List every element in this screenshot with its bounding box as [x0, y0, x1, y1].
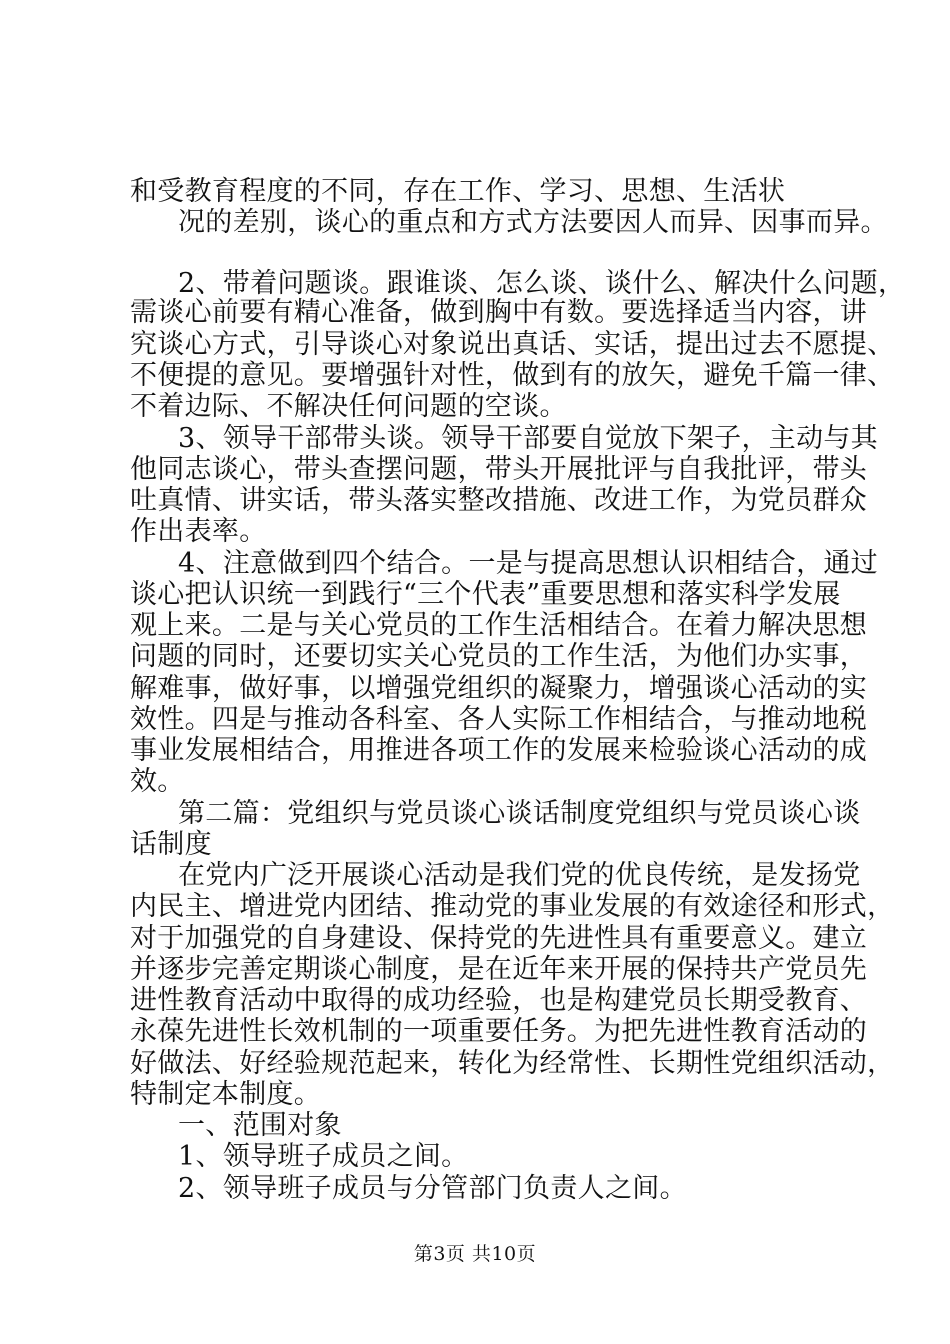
text-line: 好做法、好经验规范起来，转化为经常性、长期性党组织活动，	[130, 1048, 895, 1079]
text-line: 效。	[130, 766, 185, 797]
section-heading-line: 第二篇：党组织与党员谈心谈话制度党组织与党员谈心谈	[178, 798, 861, 829]
list-item: 1、领导班子成员之间。	[178, 1141, 469, 1172]
text-line: 和受教育程度的不同，存在工作、学习、思想、生活状	[130, 176, 786, 207]
text-line: 不便提的意见。要增强针对性，做到有的放矢，避免千篇一律、	[130, 360, 895, 391]
paragraph-2-line: 2、带着问题谈。跟谁谈、怎么谈、谈什么、解决什么问题，	[178, 268, 906, 299]
text-line: 观上来。二是与关心党员的工作生活相结合。在着力解决思想	[130, 610, 868, 641]
text-line: 解难事，做好事，以增强党组织的凝聚力，增强谈心活动的实	[130, 673, 868, 704]
text-line: 需谈心前要有精心准备，做到胸中有数。要选择适当内容，讲	[130, 297, 868, 328]
section-heading-line: 话制度	[130, 829, 212, 860]
text-line: 事业发展相结合，用推进各项工作的发展来检验谈心活动的成	[130, 735, 868, 766]
text-line: 问题的同时，还要切实关心党员的工作生活，为他们办实事，	[130, 641, 868, 672]
paragraph-4-line: 4、注意做到四个结合。一是与提高思想认识相结合，通过	[178, 548, 878, 579]
paragraph-intro-line: 在党内广泛开展谈心活动是我们党的优良传统，是发扬党	[178, 860, 861, 891]
list-item: 2、领导班子成员与分管部门负责人之间。	[178, 1173, 687, 1204]
text-line: 永葆先进性长效机制的一项重要任务。为把先进性教育活动的	[130, 1016, 868, 1047]
text-line: 并逐步完善定期谈心制度，是在近年来开展的保持共产党员先	[130, 954, 868, 985]
page-number-footer: 第3页 共10页	[413, 1243, 537, 1265]
text-line: 谈心把认识统一到践行“三个代表”重要思想和落实科学发展	[130, 579, 841, 610]
text-line: 究谈心方式，引导谈心对象说出真话、实话，提出过去不愿提、	[130, 329, 895, 360]
subheading-line: 一、范围对象	[178, 1110, 342, 1141]
text-line: 作出表率。	[130, 516, 267, 547]
text-line: 效性。四是与推动各科室、各人实际工作相结合，与推动地税	[130, 704, 868, 735]
text-line: 他同志谈心，带头查摆问题，带头开展批评与自我批评，带头	[130, 454, 868, 485]
text-line: 况的差别，谈心的重点和方式方法要因人而异、因事而异。	[178, 207, 888, 238]
text-line: 不着边际、不解决任何问题的空谈。	[130, 391, 567, 422]
paragraph-3-line: 3、领导干部带头谈。领导干部要自觉放下架子，主动与其	[178, 423, 878, 454]
text-line: 特制定本制度。	[130, 1079, 322, 1110]
text-line: 对于加强党的自身建设、保持党的先进性具有重要意义。建立	[130, 923, 868, 954]
text-line: 进性教育活动中取得的成功经验，也是构建党员长期受教育、	[130, 985, 868, 1016]
text-line: 内民主、增进党内团结、推动党的事业发展的有效途径和形式，	[130, 891, 895, 922]
text-line: 吐真情、讲实话，带头落实整改措施、改进工作，为党员群众	[130, 485, 868, 516]
